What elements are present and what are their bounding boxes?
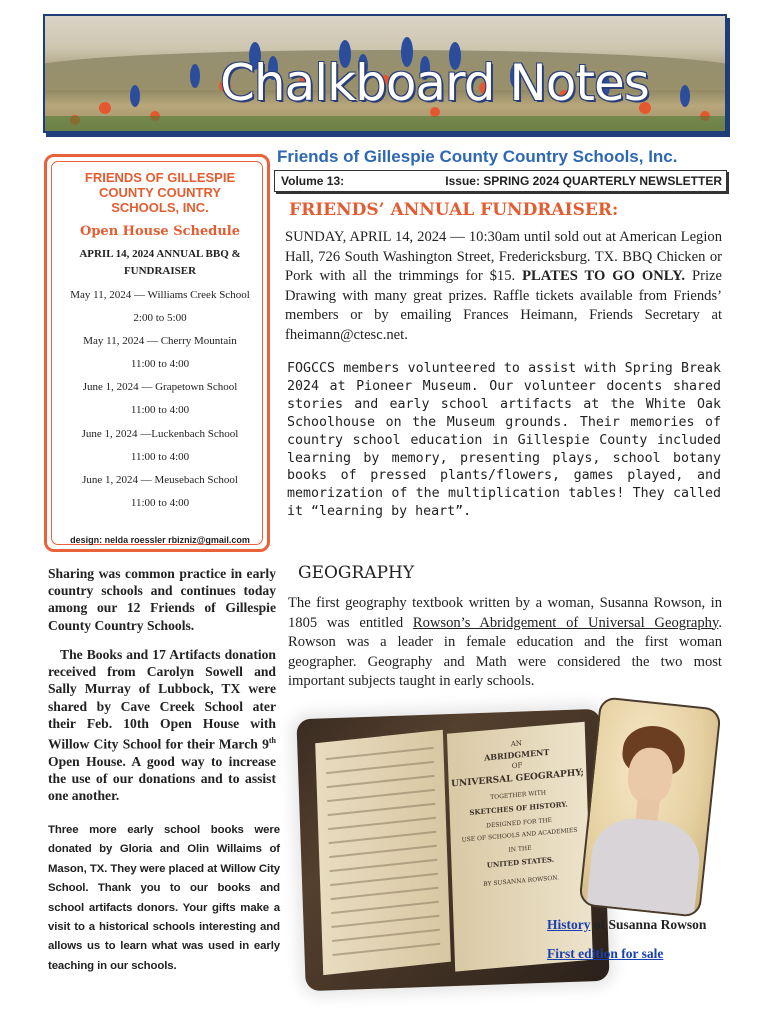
newsletter-title: Chalkboard Notes	[220, 54, 649, 112]
schedule-title: Open House Schedule	[80, 224, 240, 239]
issue-label: Issue: SPRING 2024 QUARTERLY NEWSLETTER	[445, 174, 722, 188]
schedule-line: 11:00 to 4:00	[130, 451, 190, 463]
schedule-line: May 11, 2024 — Cherry Mountain	[83, 335, 237, 347]
geography-heading: GEOGRAPHY	[298, 563, 415, 583]
design-credit: design: nelda roessler rbizniz@gmail.com	[70, 535, 250, 545]
schedule-line: 11:00 to 4:00	[130, 404, 190, 416]
schedule-line: 2:00 to 5:00	[133, 312, 187, 324]
sidebar-heading: FRIENDS OF GILLESPIE COUNTY COUNTRY SCHOOLS, INC.	[84, 170, 236, 215]
history-link[interactable]: History	[547, 917, 591, 932]
schedule-line: May 11, 2024 — Williams Creek School	[70, 289, 250, 301]
geography-body: The first geography textbook written by a woman, Susanna Rowson, in 1805 was entitled Rowson’s Abridgement of Universal Geography. Rowson was a leader in female education and the first woman geographer. Geography and Math were considered the two most important subjects taught in early schools.	[288, 595, 722, 689]
schedule-line: 11:00 to 4:00	[130, 497, 190, 509]
book-left-page	[315, 730, 451, 975]
history-caption: History of Susanna Rowson	[547, 917, 707, 932]
schedule-line: 11:00 to 4:00	[130, 358, 190, 370]
organization-title: Friends of Gillespie County Country Schools, Inc.	[277, 147, 678, 166]
schedule-line: June 1, 2024 — Meusebach School	[82, 474, 238, 486]
susanna-rowson-portrait	[578, 696, 721, 918]
books-donated-paragraph: Three more early school books were donated by Gloria and Olin Willaims of Mason, TX. They were placed at Willow City School. Thank you to our books and school artifacts donors. Your gifts make a visit to a historical schools interesting and allows us to learn what was used in early teaching in our schools.	[48, 824, 280, 972]
schedule-line: June 1, 2024 —Luckenbach School	[81, 428, 239, 440]
masthead-banner	[43, 14, 727, 133]
first-edition-link[interactable]: First edition for sale	[547, 946, 664, 961]
donation-paragraph: The Books and 17 Artifacts donation received from Carolyn Sowell and Sally Murray of Lubbock, TX were shared by Cave Creek School ater their Feb. 10th Open House with Willow City School for their March 9th Open House. A good way to increase the use of our donations and to assist one another.	[48, 647, 276, 804]
volume-issue-bar	[274, 170, 727, 192]
open-house-sidebar	[44, 154, 270, 552]
schedule-line: FUNDRAISER	[123, 265, 197, 277]
schedule-line: APRIL 14, 2024 ANNUAL BBQ &	[79, 248, 241, 260]
volume-label: Volume 13:	[281, 174, 345, 188]
sidebar-inner-border	[51, 161, 263, 545]
book-title-page: AN ABRIDGMENT OF UNIVERSAL GEOGRAPHY; TOGETHER WITH SKETCHES OF HISTORY. DESIGNED FOR THE USE OF SCHOOLS AND ACADEMIES IN THE UNITED STATES. BY SUSANNA ROWSON.	[447, 722, 593, 972]
fundraiser-body: SUNDAY, APRIL 14, 2024 — 10:30am until sold out at American Legion Hall, 726 South Washington Street, Fredericksburg. TX. BBQ Chicken or Pork with all the trimmings for $15. PLATES TO GO ONLY. Prize Drawing with many great prizes. Raffle tickets available from Friends’ members or by emailing Frances Heimann, Friends Secretary at fheimann@ctesc.net.	[285, 229, 722, 343]
schedule-line: June 1, 2024 — Grapetown School	[82, 381, 238, 393]
volunteer-paragraph: FOGCCS members volunteered to assist with Spring Break 2024 at Pioneer Museum. Our volunteer docents shared stories and early school artifacts at the White Oak Schoolhouse on the Museum grounds. Their memories of country school education in Gillespie County included learning by memory, presenting plays, school botany books of pressed plants/flowers, games played, and memorization of the multiplication tables! They called it “learning by heart”.	[287, 361, 721, 520]
sharing-paragraph: Sharing was common practice in early country schools and continues today among our 12 Friends of Gillespie County Country Schools.	[48, 566, 276, 633]
fundraiser-heading: FRIENDS’ ANNUAL FUNDRAISER:	[289, 200, 619, 220]
